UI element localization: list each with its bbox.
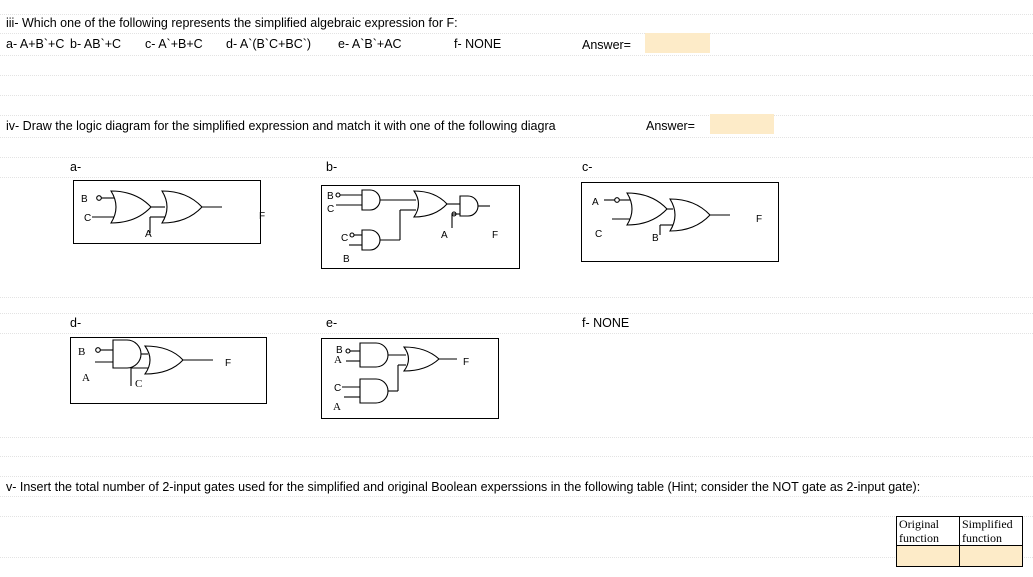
diagram-c-gates [582, 183, 778, 261]
diagram-e-input-A1: A [334, 354, 342, 366]
diagram-e[interactable] [321, 338, 499, 419]
diagram-d[interactable] [70, 337, 267, 404]
diagram-c-input-B: B [652, 233, 659, 244]
diagram-e-output-F: F [463, 357, 470, 368]
diagram-a-input-B: B [81, 194, 88, 205]
diagram-a[interactable] [73, 180, 266, 244]
diagram-a-output-F: F [259, 211, 266, 222]
option-d-label: d- [70, 316, 82, 330]
q4-answer-label: Answer= [646, 119, 695, 133]
diagram-a-gates [74, 181, 266, 243]
q3-option-d: d- A`(B`C+BC`) [226, 37, 312, 51]
q5-heading: v- Insert the total number of 2-input gates used for the simplified and original Boolean experssions in the following table (Hint; consider the NOT gate as 2-input gate): [6, 480, 921, 494]
option-f-label: f- NONE [582, 316, 630, 330]
q3-option-c: c- A`+B+C [145, 37, 203, 51]
diagram-d-gates [71, 338, 266, 403]
diagram-a-input-A: A [145, 229, 152, 240]
diagram-b-input-B1: B [327, 191, 334, 202]
diagram-b[interactable] [321, 185, 520, 269]
q3-answer-label: Answer= [582, 38, 631, 52]
original-count-cell[interactable] [897, 546, 960, 567]
header-original-function: Original function [897, 517, 960, 546]
option-a-label: a- [70, 160, 82, 174]
diagram-c-output-F: F [756, 214, 763, 225]
diagram-d-input-B: B [78, 346, 86, 358]
diagram-d-input-A: A [82, 372, 90, 384]
header-simplified-function: Simplified function [960, 517, 1023, 546]
diagram-e-input-A2: A [333, 401, 341, 413]
diagram-b-input-C1: C [327, 204, 335, 215]
q4-answer-cell[interactable] [710, 114, 774, 134]
diagram-e-gates [322, 339, 498, 418]
option-b-label: b- [326, 160, 338, 174]
q3-option-e: e- A`B`+AC [338, 37, 402, 51]
gate-count-table [896, 516, 1023, 567]
q3-heading: iii- Which one of the following represents the simplified algebraic expression for F: [6, 16, 458, 30]
diagram-c[interactable] [581, 182, 779, 262]
diagram-b-input-A: A [441, 230, 448, 241]
diagram-d-input-C: C [135, 378, 143, 390]
diagram-c-input-A: A [592, 197, 599, 208]
diagram-b-input-B2: B [343, 254, 350, 265]
q3-option-b: b- AB`+C [70, 37, 122, 51]
diagram-b-gates [322, 186, 519, 268]
option-c-label: c- [582, 160, 593, 174]
diagram-b-output-F: F [492, 230, 499, 241]
simplified-count-cell[interactable] [960, 546, 1023, 567]
diagram-e-input-B: B [336, 345, 343, 356]
diagram-e-input-C: C [334, 383, 342, 394]
diagram-b-input-C2: C [341, 233, 349, 244]
option-e-label: e- [326, 316, 338, 330]
q3-option-a: a- A+B`+C [6, 37, 65, 51]
q4-heading: iv- Draw the logic diagram for the simplified expression and match it with one of the following diagra [6, 119, 556, 133]
diagram-c-input-C: C [595, 229, 603, 240]
q3-answer-cell[interactable] [645, 33, 710, 53]
q3-option-f: f- NONE [454, 37, 502, 51]
diagram-a-input-C: C [84, 213, 92, 224]
diagram-d-output-F: F [225, 358, 232, 369]
